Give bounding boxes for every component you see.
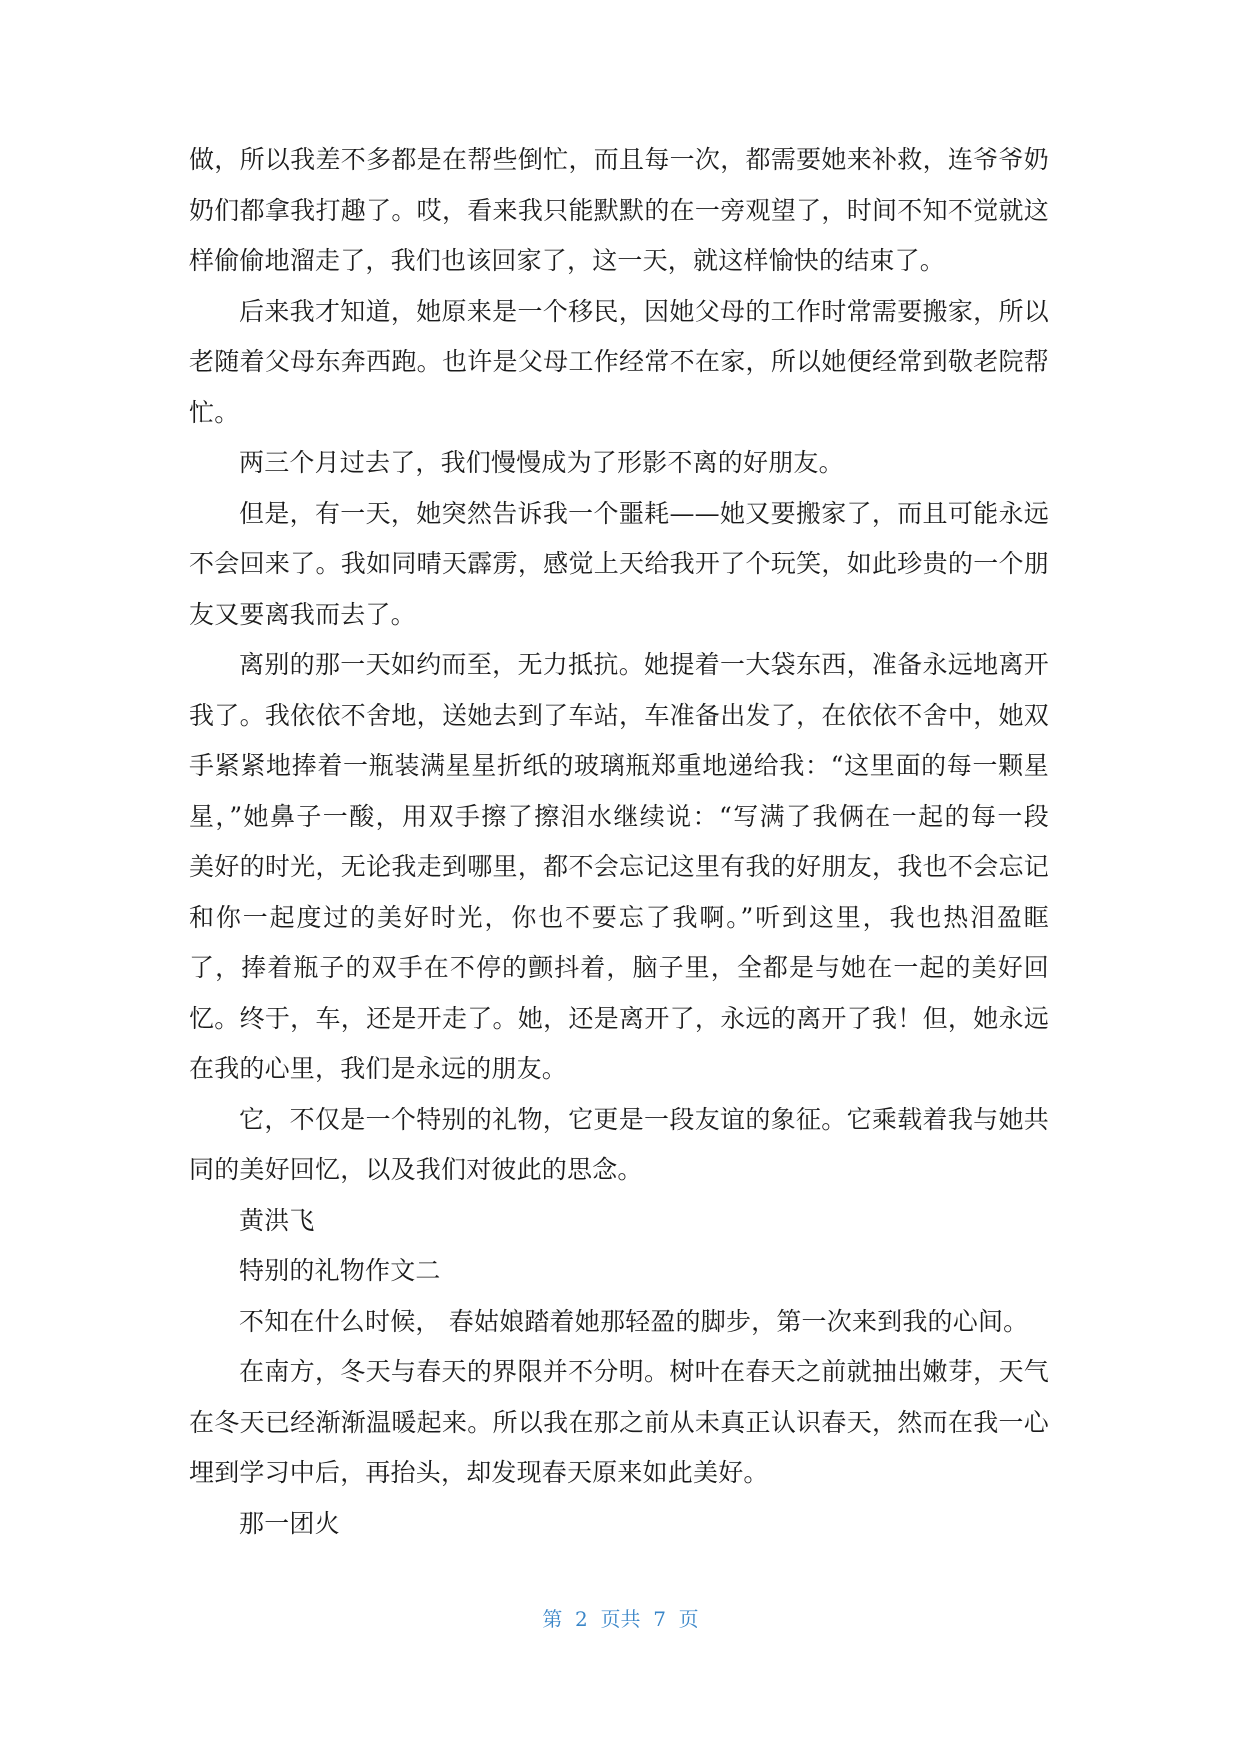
text-line: 不知在什么时候， 春姑娘踏着她那轻盈的脚步，第一次来到我的心间。 [239,1306,1029,1336]
text-line: 样偷偷地溜走了，我们也该回家了，这一天，就这样愉快的结束了。 [189,246,946,275]
document-body [189,135,1049,1549]
text-line: 老随着父母东奔西跑。也许是父母工作经常不在家，所以她便经常到敬老院帮 [189,347,1049,376]
text-line: 黄洪飞 [239,1205,315,1235]
text-line: 特别的礼物作文二 [239,1256,441,1285]
page-number-footer: 第 2 页共 7 页 [542,1607,699,1631]
text-line: 那一团火 [239,1508,340,1538]
text-line: 我了。我依依不舍地，送她去到了车站，车准备出发了，在依依不舍中，她双 [189,700,1049,730]
text-line: 奶们都拿我打趣了。哎，看来我只能默默的在一旁观望了，时间不知不觉就这 [189,195,1049,225]
text-line: 同的美好回忆，以及我们对彼此的思念。 [189,1155,643,1184]
text-line: 做，所以我差不多都是在帮些倒忙，而且每一次，都需要她来补救，连爷爷奶 [189,145,1049,174]
text-line: 两三个月过去了，我们慢慢成为了形影不离的好朋友。 [239,448,844,477]
text-line: 美好的时光，无论我走到哪里，都不会忘记这里有我的好朋友，我也不会忘记 [189,852,1049,881]
text-line: 它，不仅是一个特别的礼物，它更是一段友谊的象征。它乘载着我与她共 [239,1104,1049,1134]
text-line: 忆。终于，车，还是开走了。她，还是离开了，永远的离开了我！但，她永远 [189,1003,1049,1033]
text-line: 离别的那一天如约而至，无力抵抗。她提着一大袋东西，准备永远地离开 [239,650,1049,679]
text-line: 忙。 [189,397,240,427]
text-line: 友又要离我而去了。 [189,599,416,629]
text-line: 在我的心里，我们是永远的朋友。 [189,1054,568,1083]
text-line: 不会回来了。我如同晴天霹雳，感觉上天给我开了个玩笑，如此珍贵的一个朋 [189,549,1049,578]
text-line: 后来我才知道，她原来是一个移民，因她父母的工作时常需要搬家，所以 [239,296,1049,326]
text-line: 手紧紧地捧着一瓶装满星星折纸的玻璃瓶郑重地递给我：“这里面的每一颗星 [189,751,1049,780]
text-line: 和你一起度过的美好时光，你也不要忘了我啊。”听到这里，我也热泪盈眶 [189,902,1049,932]
text-line: 在冬天已经渐渐温暖起来。所以我在那之前从未真正认识春天，然而在我一心 [189,1407,1049,1437]
text-line: 但是，有一天，她突然告诉我一个噩耗——她又要搬家了，而且可能永远 [239,498,1049,528]
text-line: 在南方，冬天与春天的界限并不分明。树叶在春天之前就抽出嫩芽，天气 [239,1357,1049,1386]
text-line: 埋到学习中后，再抬头，却发现春天原来如此美好。 [189,1458,769,1487]
text-line: 星，”她鼻子一酸，用双手擦了擦泪水继续说：“写满了我俩在一起的每一段 [189,801,1049,831]
text-line: 了，捧着瓶子的双手在不停的颤抖着，脑子里，全都是与她在一起的美好回 [189,953,1049,982]
